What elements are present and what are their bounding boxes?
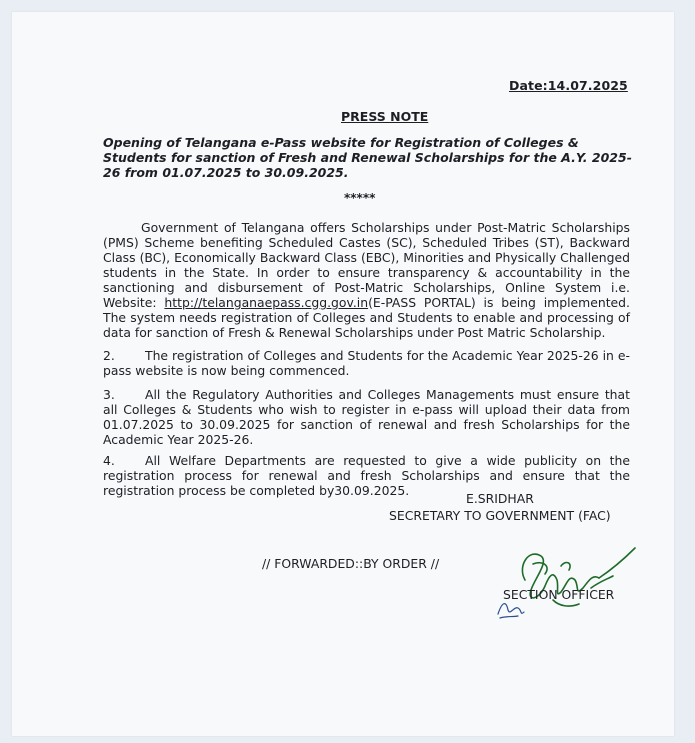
paragraph-1-text-end: (E-PASS PORTAL) is being implemented. The system needs registration of Colleges and Students to enable and processing of data for sanction of Fresh & Renewal Scholarships under Post Matric Scholarship. xyxy=(103,295,630,340)
paragraph-1-text-start: Government of Telangana offers Scholarships under Post-Matric Scholarships (PMS) Scheme benefiting Scheduled Castes (SC), Scheduled Tribes (ST), Backward Class (BC), Economically Backward Class (EBC), Minorities and Physically Challenged students in the State. In order to ensure transparency & accountability in the sanctioning and disbursement of Post-Matric Scholarships, Online System i.e. Website: xyxy=(103,220,630,310)
epass-website-link[interactable]: http://telanganaepass.cgg.gov.in xyxy=(164,295,369,310)
paragraph-1 xyxy=(103,220,630,340)
signatory-name: E.SRIDHAR xyxy=(466,491,534,506)
paragraph-3 xyxy=(103,387,630,447)
page-title: PRESS NOTE xyxy=(341,109,429,124)
subject-line: Opening of Telangana e-Pass website for Registration of Colleges & Students for sanction of Fresh and Renewal Scholarships for the A.Y. 2025-26 from 01.07.2025 to 30.09.2025. xyxy=(103,135,632,180)
date-line: Date:14.07.2025 xyxy=(509,78,628,93)
paragraph-3-text: All the Regulatory Authorities and Colleges Managements must ensure that all Colleges & Students who wish to register in e-pass will upload their data from 01.07.2025 to 30.09.2025 for sanction of renewal and fresh Scholarships for the Academic Year 2025-26. xyxy=(103,387,630,447)
paragraph-4-text: All Welfare Departments are requested to give a wide publicity on the registration process for renewal and fresh Scholarships and ensure that the registration process be completed by30.09.2025. xyxy=(103,453,630,498)
signatory-title: SECRETARY TO GOVERNMENT (FAC) xyxy=(389,508,611,523)
paragraph-4-number: 4. xyxy=(103,453,115,468)
separator: ***** xyxy=(344,191,376,205)
paragraph-2-text: The registration of Colleges and Students for the Academic Year 2025-26 in e-pass website is now being commenced. xyxy=(103,348,630,378)
paragraph-3-number: 3. xyxy=(103,387,115,402)
initials-mark-icon xyxy=(494,596,528,620)
paragraph-4 xyxy=(103,453,630,498)
document-page xyxy=(12,12,674,736)
section-officer-label: SECTION OFFICER xyxy=(503,587,615,602)
paragraph-2 xyxy=(103,348,630,378)
forwarded-line: // FORWARDED::BY ORDER // xyxy=(262,556,440,571)
paragraph-2-number: 2. xyxy=(103,348,115,363)
